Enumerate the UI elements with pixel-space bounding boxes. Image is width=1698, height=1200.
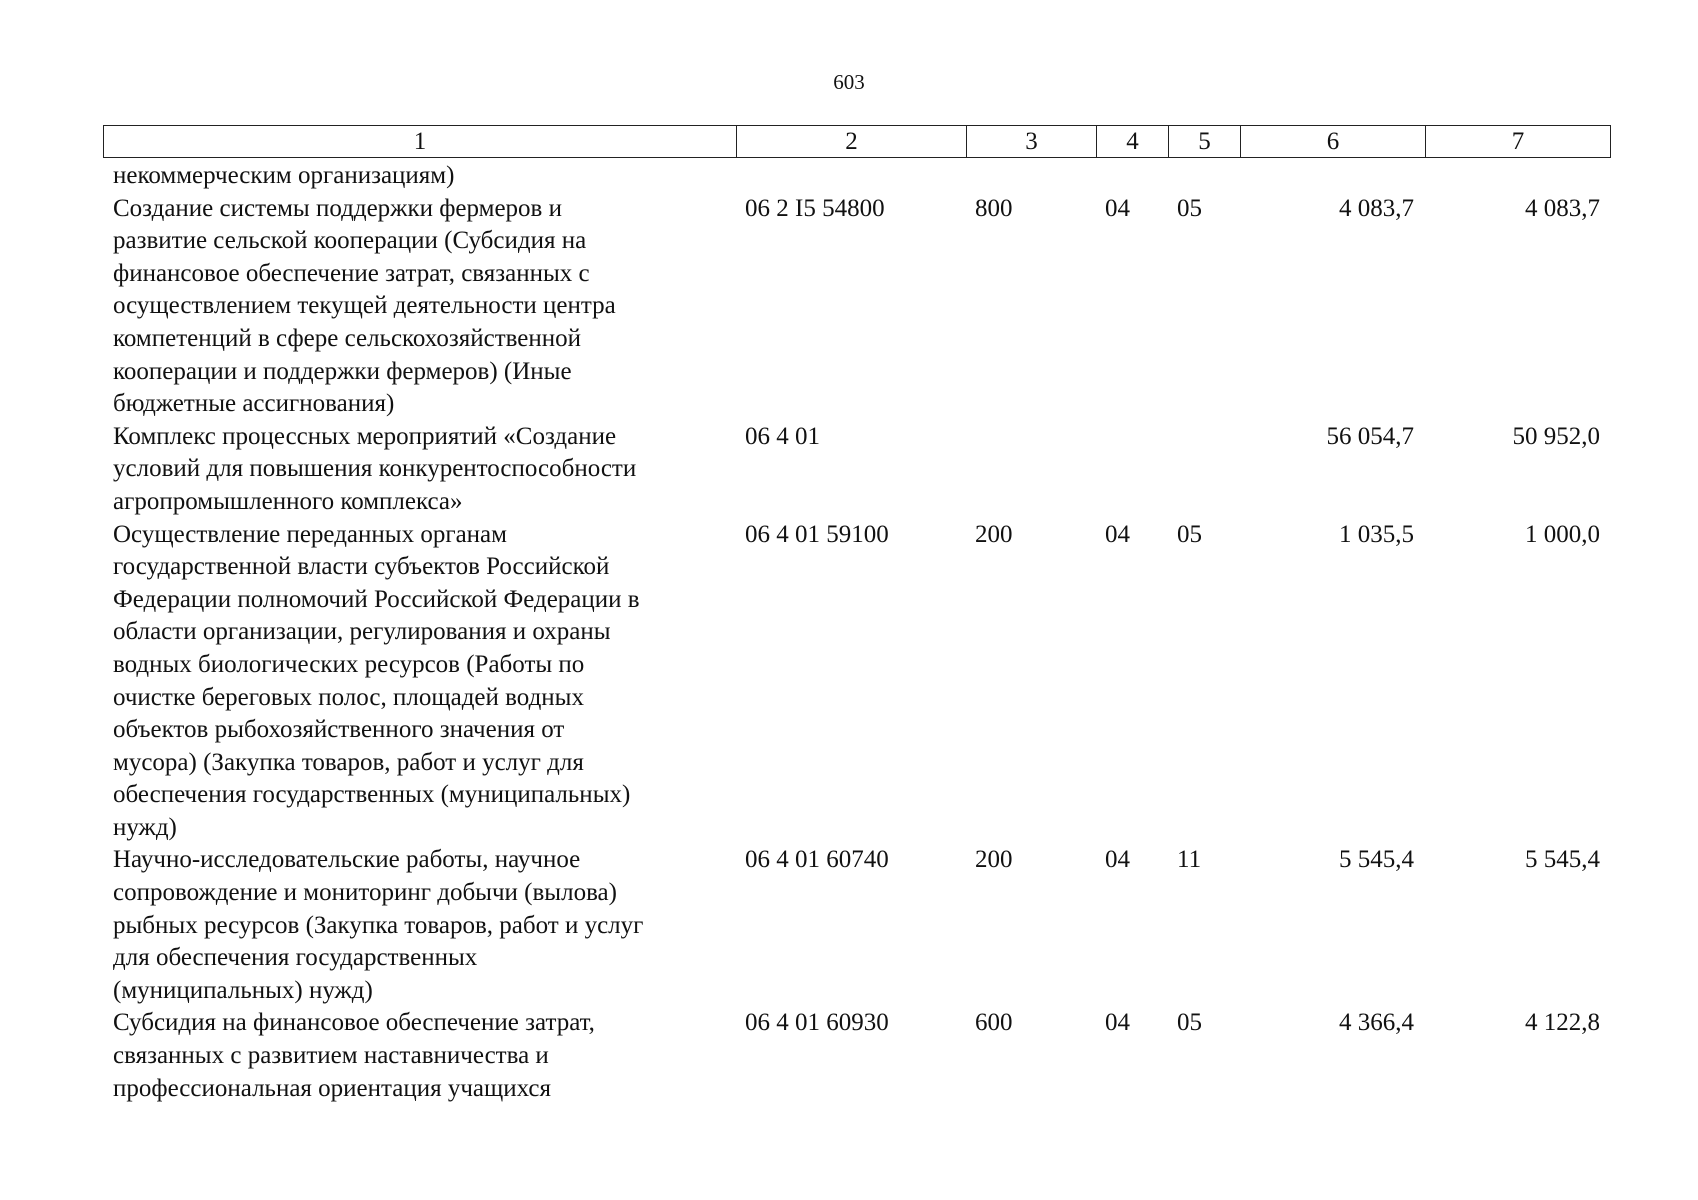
column-header-5: 5 — [1169, 126, 1241, 158]
column-header-3: 3 — [967, 126, 1097, 158]
row-code: 06 4 01 60930 — [745, 1009, 889, 1037]
row-amount-1: 1 035,5 — [1339, 520, 1414, 548]
row-name: Научно-исследовательские работы, научное сопровождение и мониторинг добычи (вылова) рыбных ресурсов (Закупка товаров, работ и услуг для обеспечения государственных (муниципальных) нужд) — [113, 846, 644, 1004]
table-row — [0, 1007, 1698, 1105]
column-header-2: 2 — [737, 126, 967, 158]
row-amount-1: 4 366,4 — [1339, 1009, 1414, 1037]
row-section: 04 — [1105, 846, 1130, 874]
table-row — [0, 519, 1698, 845]
row-amount-2: 5 545,4 — [1525, 846, 1600, 874]
row-expense-type: 600 — [975, 1009, 1013, 1037]
row-section: 04 — [1105, 520, 1130, 548]
table-row — [0, 193, 1698, 421]
row-amount-2: 50 952,0 — [1512, 422, 1600, 450]
row-amount-2: 1 000,0 — [1525, 520, 1600, 548]
page-number: 603 — [833, 70, 865, 94]
row-amount-2: 4 083,7 — [1525, 194, 1600, 222]
row-name: Комплекс процессных мероприятий «Создание условий для повышения конкурентоспособности агропромышленного комплекса» — [113, 422, 637, 515]
column-header-1: 1 — [104, 126, 737, 158]
row-amount-1: 56 054,7 — [1326, 422, 1414, 450]
row-section: 04 — [1105, 1009, 1130, 1037]
table-row — [0, 160, 1698, 193]
row-name: Осуществление переданных органам государственной власти субъектов Российской Федерации полномочий Российской Федерации в области организации, регулирования и охраны водных биологических ресурсов (Работы по очистке береговых полос, площадей водных объектов рыбохозяйственного значения от мусора) (Закупка товаров, работ и услуг для обеспечения государственных (муниципальных) нужд) — [113, 520, 640, 841]
column-header-table — [103, 125, 1611, 158]
column-header-7: 7 — [1426, 126, 1611, 158]
row-amount-2: 4 122,8 — [1525, 1009, 1600, 1037]
row-amount-1: 5 545,4 — [1339, 846, 1414, 874]
row-subsection: 11 — [1177, 846, 1202, 874]
row-name: Создание системы поддержки фермеров и развитие сельской кооперации (Субсидия на финансовое обеспечение затрат, связанных с осуществлением текущей деятельности центра компетенций в сфере сельскохозяйственной кооперации и поддержки фермеров) (Иные бюджетные ассигнования) — [113, 194, 616, 418]
row-subsection: 05 — [1177, 1009, 1202, 1037]
table-row — [0, 844, 1698, 1007]
row-code: 06 4 01 60740 — [745, 846, 889, 874]
row-subsection: 05 — [1177, 194, 1202, 222]
column-header-6: 6 — [1241, 126, 1426, 158]
row-code: 06 2 I5 54800 — [745, 194, 885, 222]
row-name: некоммерческим организациям) — [113, 162, 455, 189]
row-code: 06 4 01 — [745, 422, 820, 450]
row-expense-type: 200 — [975, 846, 1013, 874]
row-code: 06 4 01 59100 — [745, 520, 889, 548]
row-amount-1: 4 083,7 — [1339, 194, 1414, 222]
row-section: 04 — [1105, 194, 1130, 222]
table-body — [0, 160, 1698, 1105]
column-header-row — [104, 126, 1611, 158]
table-row — [0, 421, 1698, 519]
row-name: Субсидия на финансовое обеспечение затрат, связанных с развитием наставничества и профессиональная ориентация учащихся — [113, 1009, 595, 1102]
row-expense-type: 200 — [975, 520, 1013, 548]
row-expense-type: 800 — [975, 194, 1013, 222]
row-subsection: 05 — [1177, 520, 1202, 548]
column-header-4: 4 — [1097, 126, 1169, 158]
